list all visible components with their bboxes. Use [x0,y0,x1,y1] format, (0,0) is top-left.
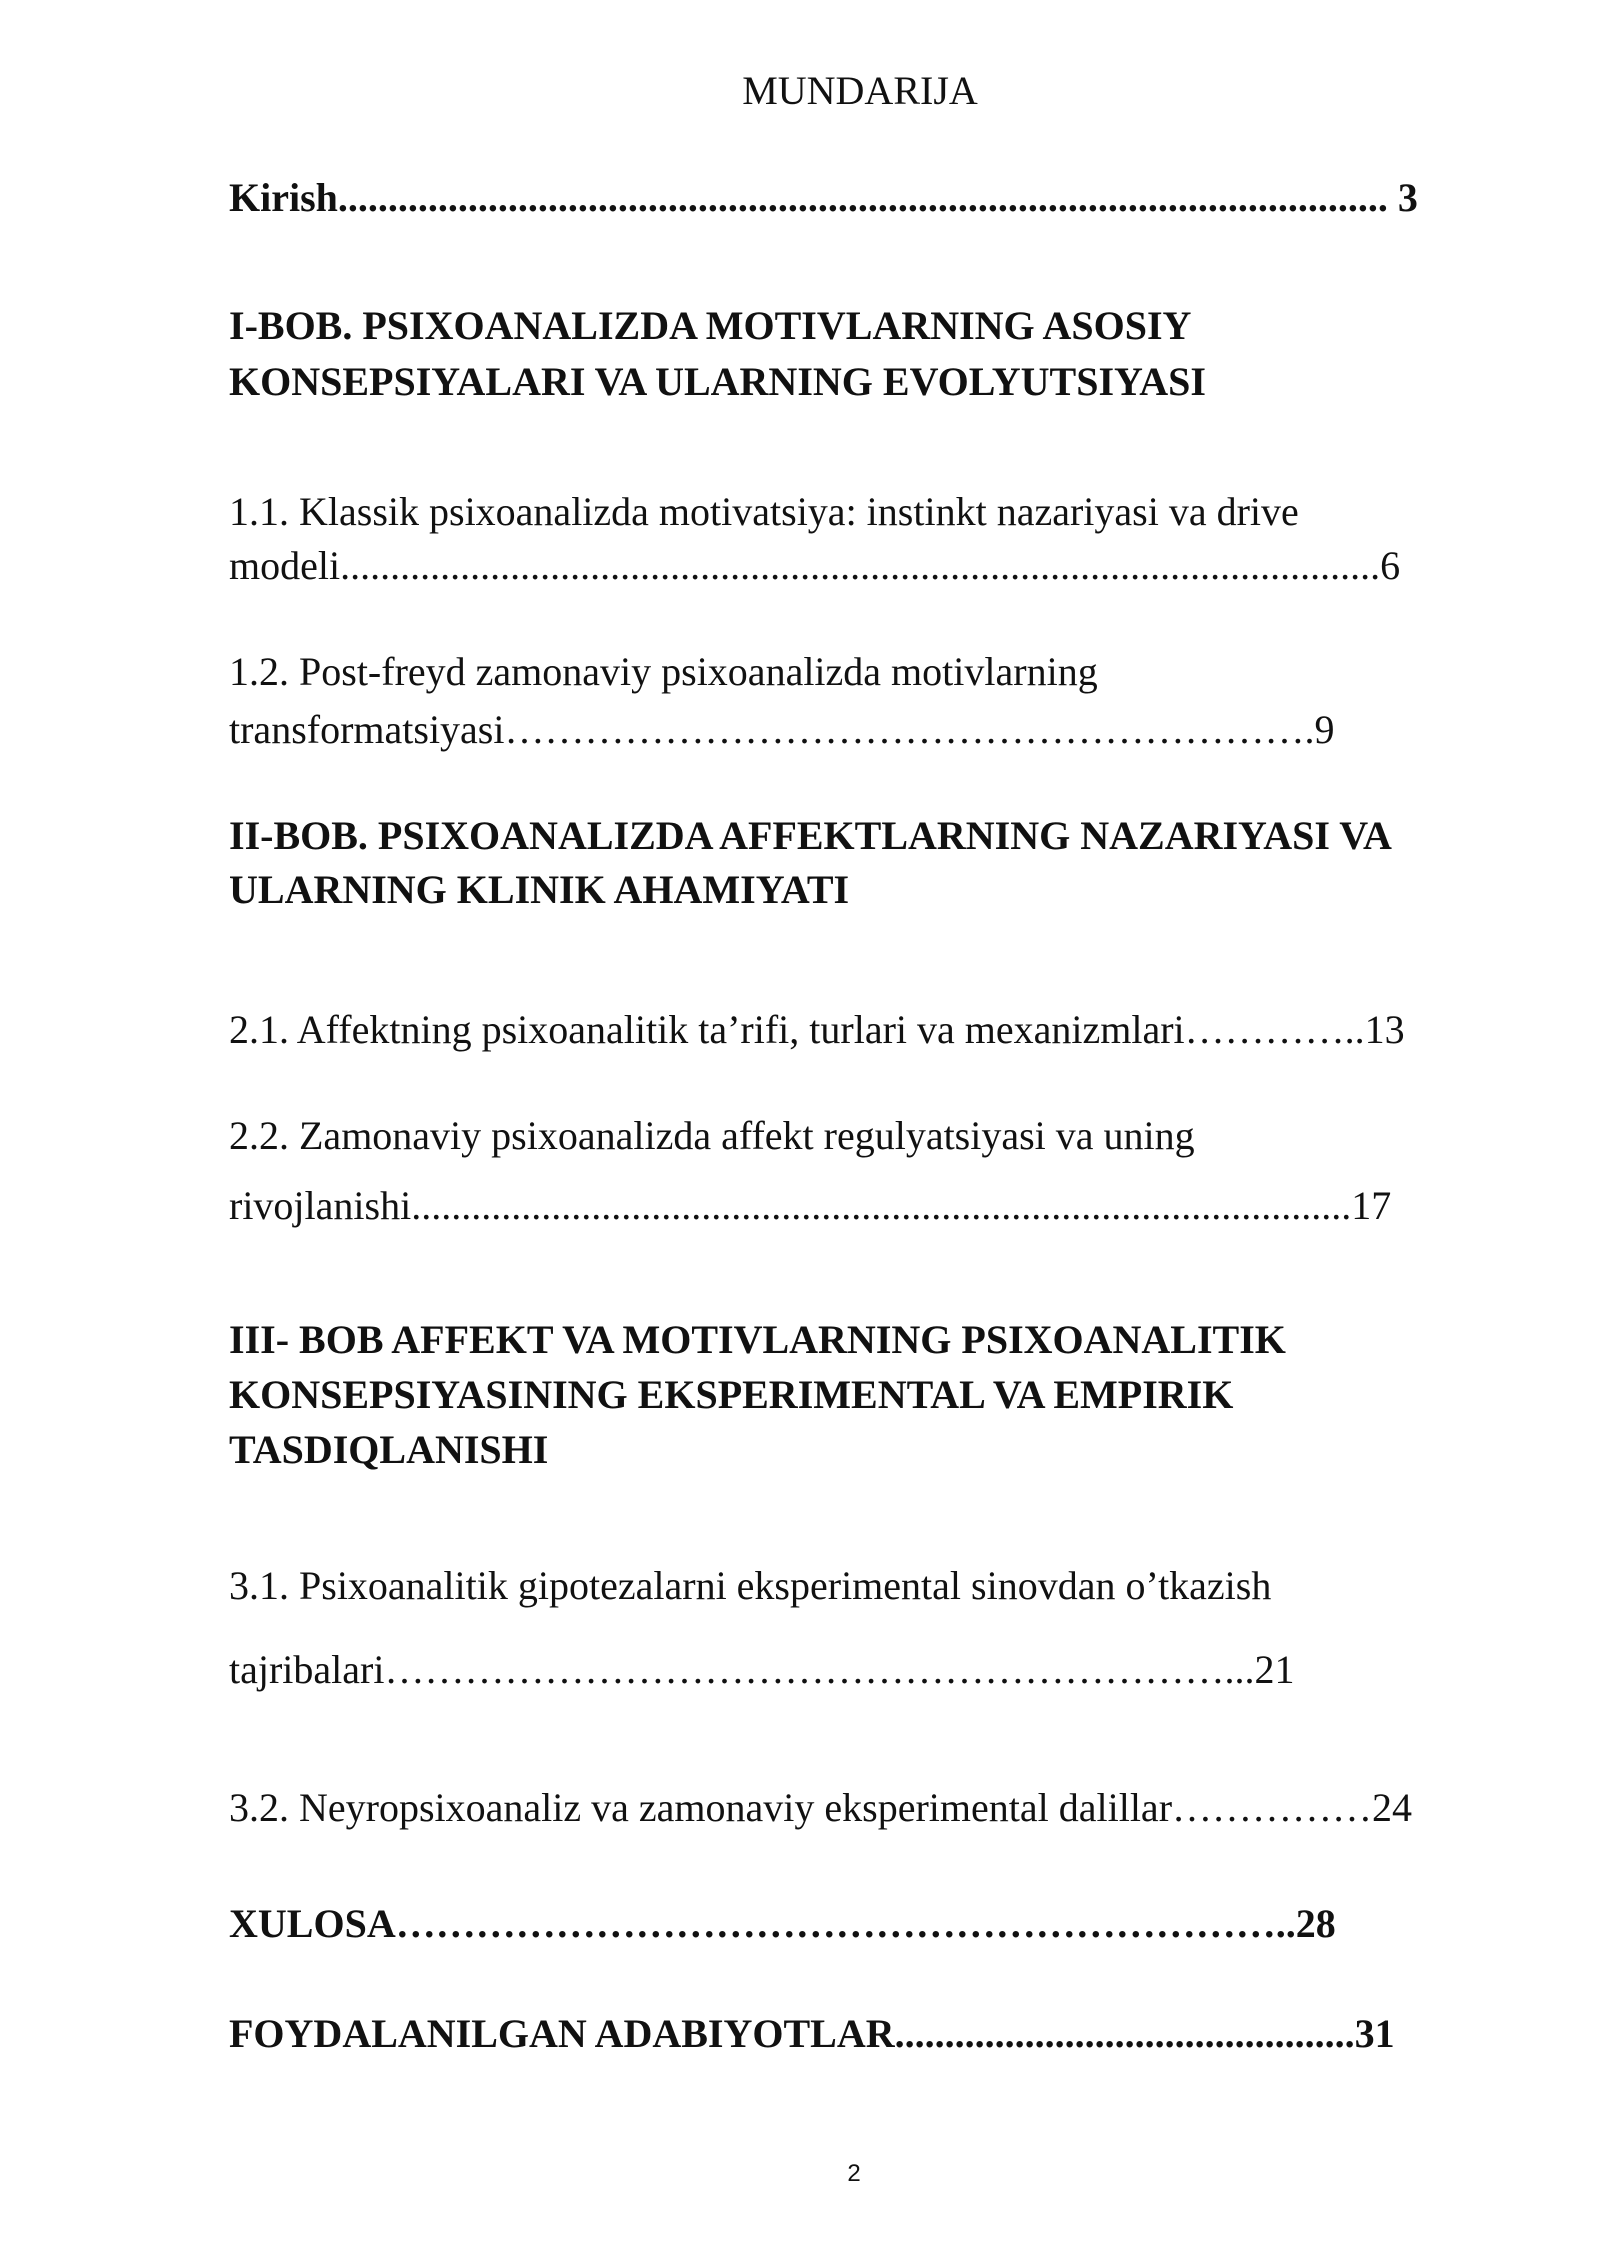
page-number: 2 [847,2160,861,2187]
toc-chapter-3-line-1[interactable]: III- BOB AFFEKT VA MOTIVLARNING PSIXOANALITIK [229,1317,1286,1362]
toc-chapter-2-line-1[interactable]: II-BOB. PSIXOANALIZDA AFFEKTLARNING NAZARIYASI VA [229,813,1392,858]
toc-chapter-2-line-2[interactable]: ULARNING KLINIK AHAMIYATI [229,867,850,912]
toc-entry-adabiyotlar[interactable]: FOYDALANILGAN ADABIYOTLAR..............................................31 [229,2011,1395,2056]
toc-chapter-3-line-3[interactable]: TASDIQLANISHI [229,1427,549,1472]
page-title: MUNDARIJA [742,68,978,113]
toc-section-3-2[interactable]: 3.2. Neyropsixoanaliz va zamonaviy eksperimental dalillar……………24 [229,1785,1413,1830]
toc-section-1-2-line-1[interactable]: 1.2. Post-freyd zamonaviy psixoanalizda motivlarning [229,649,1098,694]
toc-chapter-1-line-2[interactable]: KONSEPSIYALARI VA ULARNING EVOLYUTSIYASI [229,359,1206,404]
toc-section-2-1[interactable]: 2.1. Affektning psixoanalitik ta’rifi, turlari va mexanizmlari…………..13 [229,1007,1405,1052]
toc-section-1-2-line-2[interactable]: transformatsiyasi…………………………………………………….9 [229,707,1335,752]
toc-section-1-1-line-2[interactable]: modeli........................................................................................................6 [229,543,1401,588]
toc-section-2-2-line-1[interactable]: 2.2. Zamonaviy psixoanalizda affekt regulyatsiyasi va uning [229,1113,1195,1158]
toc-chapter-1-line-1[interactable]: I-BOB. PSIXOANALIZDA MOTIVLARNING ASOSIY [229,303,1192,348]
toc-section-2-2-line-2[interactable]: rivojlanishi..............................................................................................17 [229,1183,1392,1228]
toc-chapter-3-line-2[interactable]: KONSEPSIYASINING EKSPERIMENTAL VA EMPIRIK [229,1372,1234,1417]
toc-section-3-1-line-1[interactable]: 3.1. Psixoanalitik gipotezalarni eksperimental sinovdan o’tkazish [229,1563,1272,1608]
toc-section-1-1-line-1[interactable]: 1.1. Klassik psixoanalizda motivatsiya: instinkt nazariyasi va drive [229,489,1299,534]
toc-entry-kirish[interactable]: Kirish......................................................................................................... 3 [229,175,1418,220]
toc-entry-xulosa[interactable]: XULOSA…………………………………………………………..28 [229,1901,1336,1946]
toc-section-3-1-line-2[interactable]: tajribalari………………………………………………………...21 [229,1647,1295,1692]
